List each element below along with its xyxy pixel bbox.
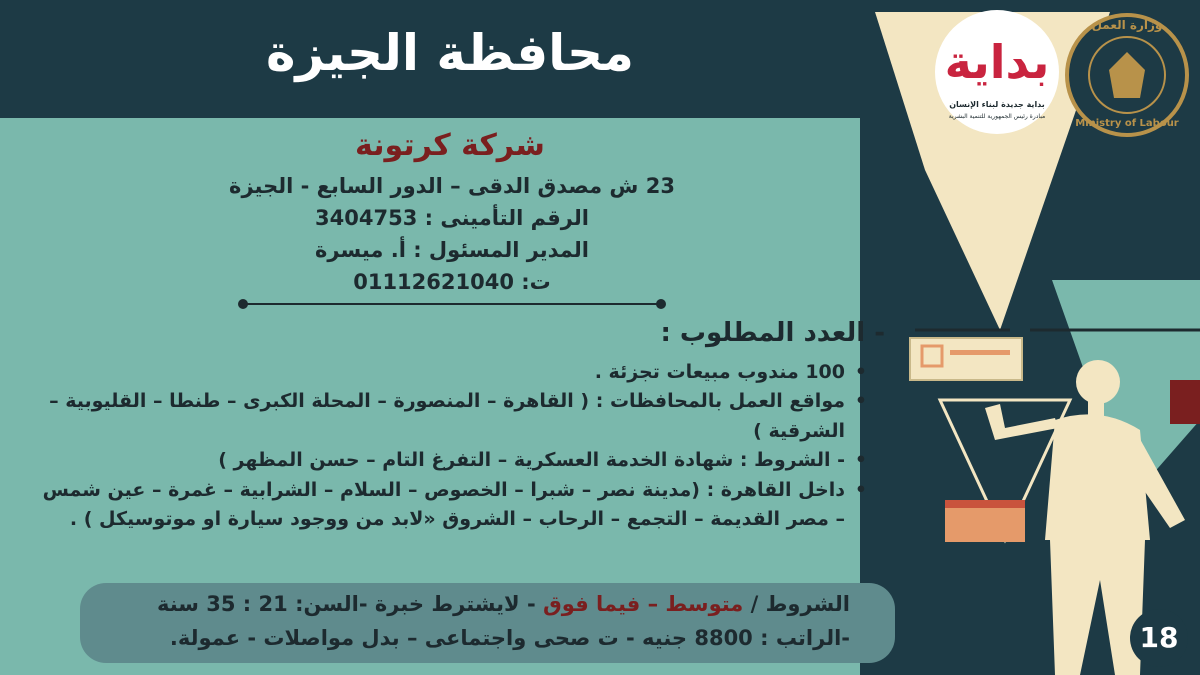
maroon-card [1170, 380, 1200, 424]
list-item: • 100 مندوب مبيعات تجزئة . [37, 358, 867, 387]
required-count-heading: - العدد المطلوب : [660, 318, 885, 348]
company-address: 23 ش مصدق الدقى – الدور السابع - الجيزة [229, 174, 675, 198]
ministry-english-label: Ministry of Labour [1075, 118, 1179, 129]
list-item: • داخل القاهرة : (مدينة نصر – شبرا – الخصوص – السلام – الشرابية – غمرة – عين شمس – مصر القديمة – التجمع – الرحاب – الشروق «لابد من ووجود سيارة او موتوسيكل ) . [37, 476, 867, 535]
conditions-suffix: - لايشترط خبرة -السن: 21 : 35 سنة [156, 592, 536, 616]
ministry-arabic-label: وزارة العمل [1091, 18, 1163, 32]
requirements-list [37, 358, 867, 535]
svg-text:بداية: بداية [944, 35, 1050, 89]
list-item: • - الشروط : شهادة الخدمة العسكرية – التفرغ التام – حسن المظهر ) [37, 446, 867, 475]
conditions-prefix: الشروط / [750, 592, 850, 616]
ministry-logo [1067, 15, 1187, 135]
divider-dot-left [238, 299, 248, 309]
conditions-education: متوسط – فيما فوق [543, 592, 744, 616]
conditions-line [90, 592, 850, 616]
divider-line [242, 303, 662, 305]
list-item: • مواقع العمل بالمحافظات : ( القاهرة – المنصورة – المحلة الكبرى – طنطا – القليوبية – الشرقية ) [37, 387, 867, 446]
insurance-number: الرقم التأمينى : 3404753 [315, 206, 589, 230]
salary-line: -الراتب : 8800 جنيه - ت صحى واجتماعى – بدل مواصلات - عمولة. [169, 626, 850, 650]
initiative-caption: بداية جديدة لبناء الإنسان [949, 100, 1045, 109]
company-name: شركة كرتونة [355, 128, 545, 163]
manager-name: المدير المسئول : أ. ميسرة [315, 238, 589, 262]
page-number-badge: 18 [1130, 609, 1188, 667]
divider-dot-right [656, 299, 666, 309]
governorate-title: محافظة الجيزة [266, 24, 634, 82]
phone-number: ت: 01112621040 [353, 270, 551, 294]
initiative-subcaption: مبادرة رئيس الجمهورية للتنمية البشرية [948, 113, 1046, 120]
card-shape [910, 338, 1022, 380]
